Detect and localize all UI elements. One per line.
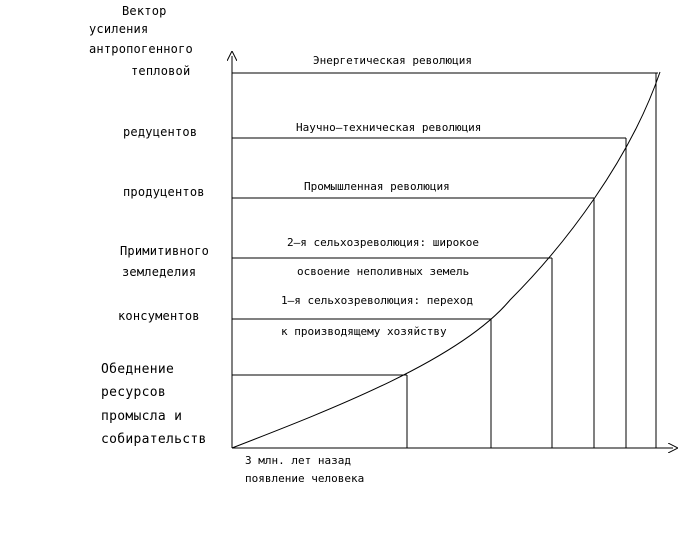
stage-scitech: Научно–техническая революция (296, 121, 482, 134)
stage-agri1-line-2: к производящему хозяйству (281, 325, 447, 338)
y-axis-title-line-4: тепловой (131, 64, 191, 78)
y-axis-title-line-3: антропогенного (89, 42, 193, 56)
label-depletion-4: собирательств (101, 432, 207, 447)
stage-energy: Энергетическая революция (313, 54, 472, 67)
label-depletion-1: Обеднение (101, 362, 175, 377)
stage-agri1-line-1: 1–я сельхозреволюция: переход (281, 294, 474, 307)
stage-agri2-line-2: освоение неполивных земель (297, 265, 470, 278)
y-axis-title-line-1: Вектор (122, 4, 167, 18)
label-depletion-3: промысла и (101, 409, 183, 424)
label-reducers: редуцентов (123, 125, 198, 139)
y-axis-title (89, 4, 193, 78)
label-consumers: консументов (118, 309, 200, 323)
label-primitive-agriculture-1: Примитивного (120, 244, 210, 258)
stage-agri2-line-1: 2–я сельхозреволюция: широкое (287, 236, 480, 249)
label-producers: продуцентов (123, 185, 205, 199)
label-primitive-agriculture-2: земледелия (122, 265, 197, 279)
x-axis-note-line-2: появление человека (245, 472, 365, 485)
x-axis-note-line-1: 3 млн. лет назад (245, 454, 351, 467)
label-depletion-2: ресурсов (101, 385, 167, 400)
stage-industrial: Промышленная революция (304, 180, 450, 193)
y-axis-title-line-2: усиления (89, 22, 149, 36)
